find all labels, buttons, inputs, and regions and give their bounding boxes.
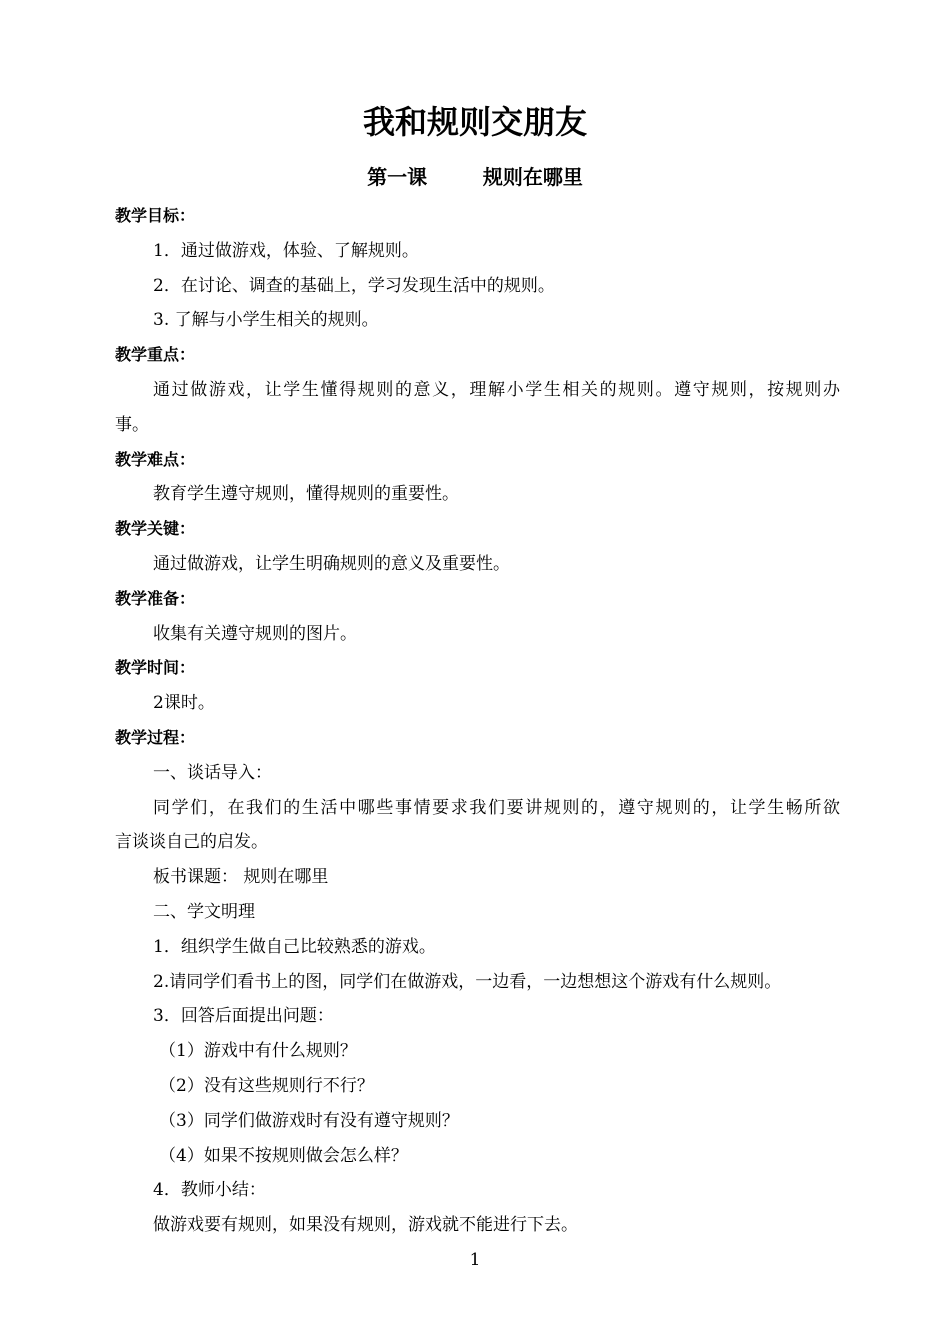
paragraph-line: 言谈谈自己的启发。 xyxy=(115,832,268,853)
question-item: （1）游戏中有什么规则？ xyxy=(159,1041,357,1062)
paragraph-line: 通过做游戏，让学生明确规则的意义及重要性。 xyxy=(153,553,510,574)
paragraph-line: 做游戏要有规则，如果没有规则，游戏就不能进行下去。 xyxy=(153,1215,578,1236)
board-topic-line: 板书课题： 规则在哪里 xyxy=(153,867,329,888)
heading-difficulties: 教学难点： xyxy=(115,449,196,469)
process-step: 3．回答后面提出问题： xyxy=(153,1006,334,1027)
heading-crux: 教学关键： xyxy=(115,519,196,539)
process-step: 4．教师小结： xyxy=(153,1180,266,1201)
page-number: 1 xyxy=(469,1250,481,1270)
lesson-subtitle: 第一课 规则在哪里 xyxy=(367,165,583,189)
goal-item: 2．在讨论、调查的基础上，学习发现生活中的规则。 xyxy=(153,275,555,296)
heading-teaching-process: 教学过程： xyxy=(115,727,196,747)
heading-preparation: 教学准备： xyxy=(115,588,196,608)
process-step: 2.请同学们看书上的图，同学们在做游戏，一边看，一边想想这个游戏有什么规则。 xyxy=(153,971,782,992)
heading-key-points: 教学重点： xyxy=(115,345,196,365)
paragraph-line: 教育学生遵守规则，懂得规则的重要性。 xyxy=(153,484,459,505)
paragraph-line: 同学们，在我们的生活中哪些事情要求我们要讲规则的，遵守规则的，让学生畅所欲 xyxy=(153,797,840,818)
goal-item: 1．通过做游戏，体验、了解规则。 xyxy=(153,240,419,261)
process-step: 1．组织学生做自己比较熟悉的游戏。 xyxy=(153,936,436,957)
section-heading-intro: 一、谈话导入： xyxy=(153,762,272,783)
paragraph-line: 2课时。 xyxy=(153,693,215,714)
question-item: （2）没有这些规则行不行？ xyxy=(159,1075,374,1096)
paragraph-line: 通过做游戏，让学生懂得规则的意义，理解小学生相关的规则。遵守规则，按规则办 xyxy=(153,379,840,400)
heading-teaching-time: 教学时间： xyxy=(115,658,196,678)
question-item: （4）如果不按规则做会怎么样？ xyxy=(159,1145,408,1166)
question-item: （3）同学们做游戏时有没有遵守规则？ xyxy=(159,1110,459,1131)
goal-item: 3. 了解与小学生相关的规则。 xyxy=(153,310,379,331)
document-body xyxy=(115,199,840,1243)
document-title: 我和规则交朋友 xyxy=(362,103,587,141)
heading-teaching-goals: 教学目标： xyxy=(115,206,196,225)
section-heading-study: 二、学文明理 xyxy=(153,901,255,922)
paragraph-line: 事。 xyxy=(115,414,149,435)
paragraph-line: 收集有关遵守规则的图片。 xyxy=(153,623,357,644)
